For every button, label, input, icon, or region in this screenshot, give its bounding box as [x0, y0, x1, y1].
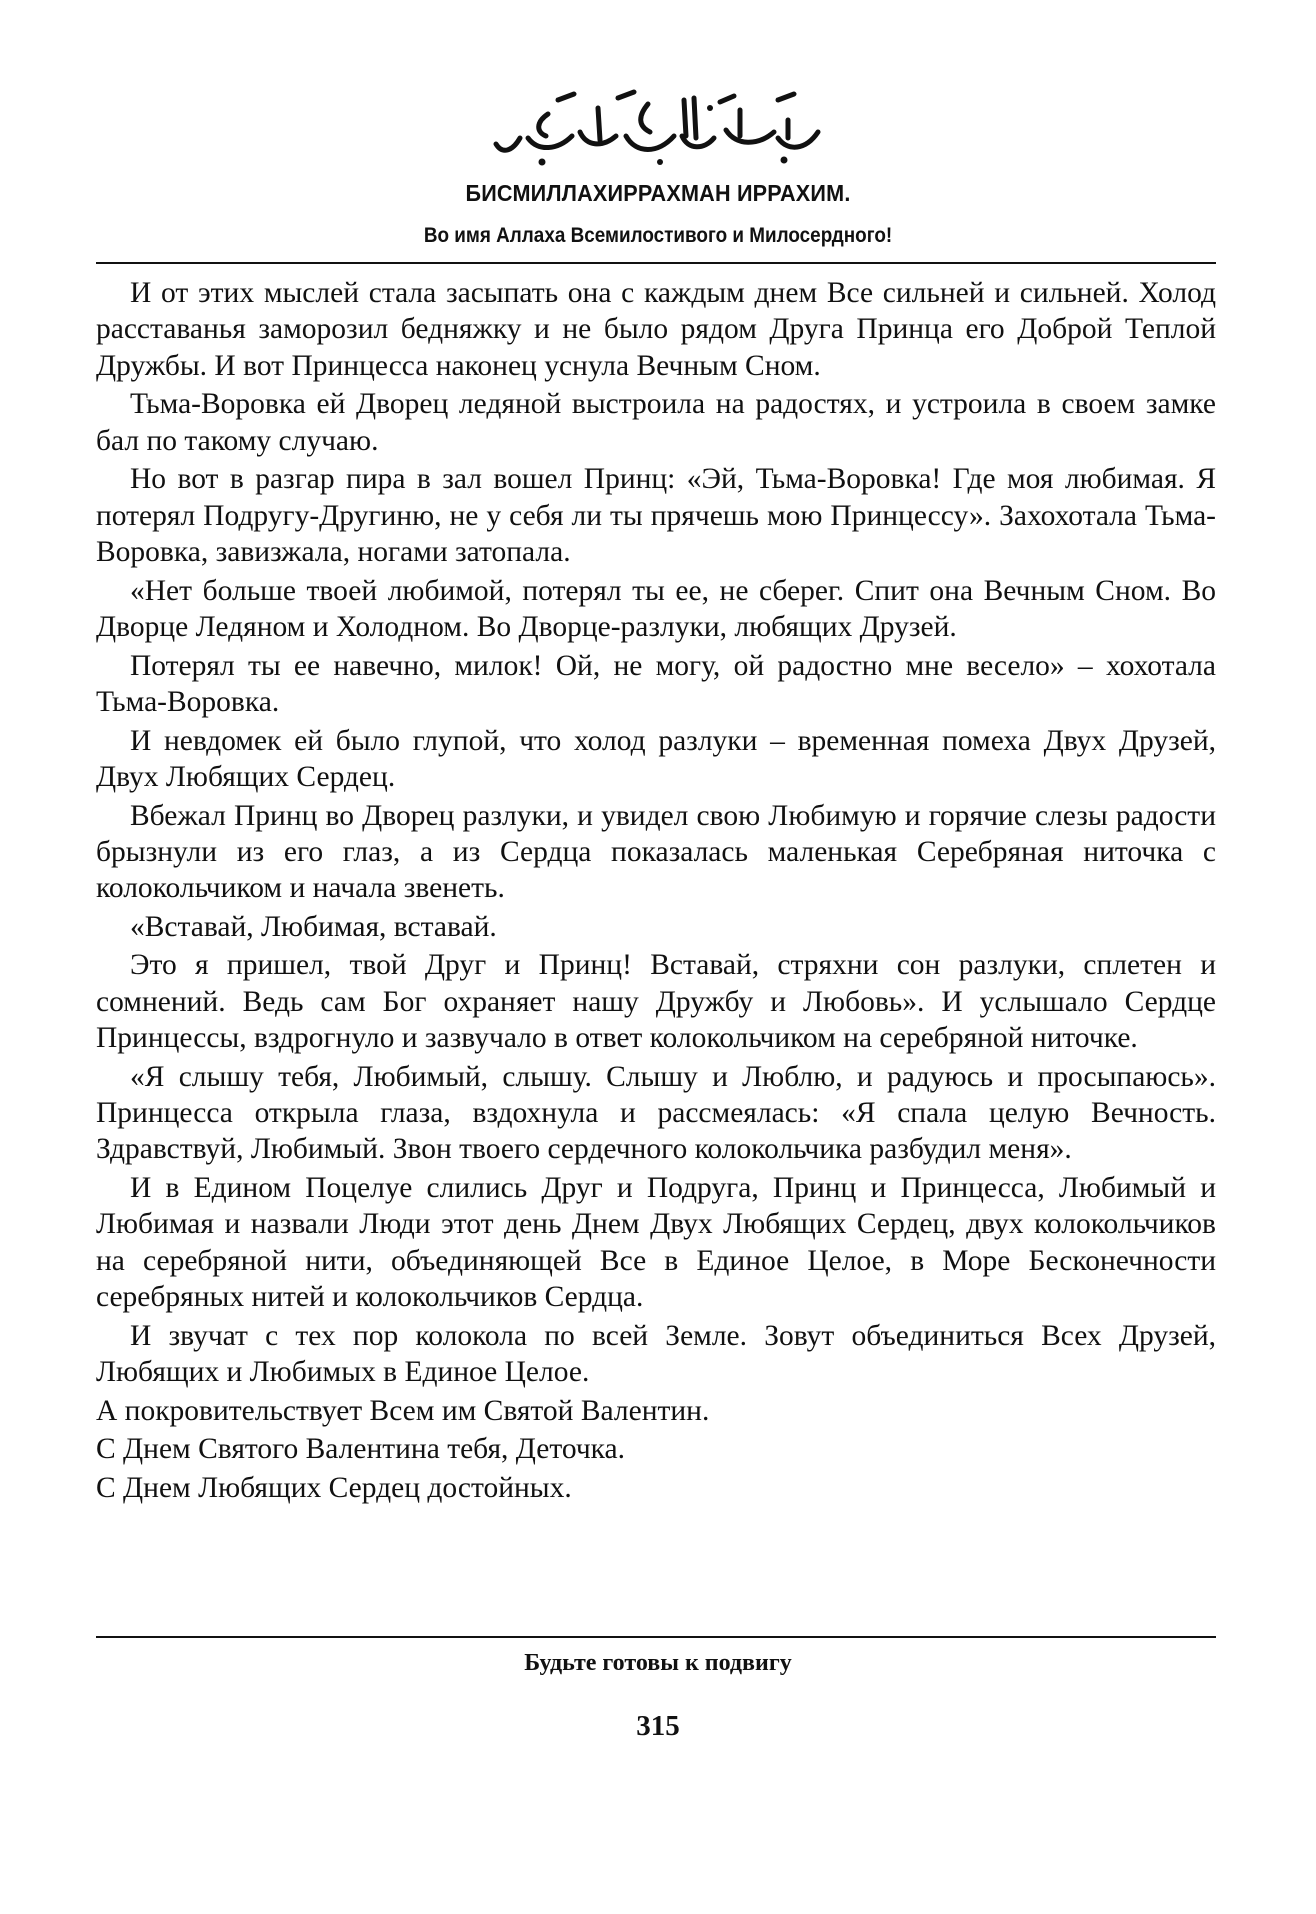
paragraph: Тьма-Воровка ей Дворец ледяной выстроила на радостях, и устроила в своем замке бал по такому случаю. [96, 388, 1216, 457]
paragraph: С Днем Святого Валентина тебя, Деточка. [96, 1433, 626, 1466]
paragraph: С Днем Любящих Сердец достойных. [96, 1471, 572, 1504]
paragraph: Это я пришел, твой Друг и Принц! Вставай, стряхни сон разлуки, сплетен и сомнений. Ведь сам Бог охраняет нашу Дружбу и Любовь». И услышало Сердце Принцессы, вздрогнуло и зазвучало в ответ колокольчиком на серебряной ниточке. [96, 949, 1216, 1055]
paragraph: И невдомек ей было глупой, что холод разлуки – временная помеха Двух Друзей, Двух Любящих Сердец. [96, 724, 1216, 793]
header-divider [96, 262, 1216, 264]
footer-divider [96, 1636, 1216, 1638]
paragraph: «Я слышу тебя, Любимый, слышу. Слышу и Люблю, и радуюсь и просыпаюсь». Принцесса открыла глаза, вздохнула и рассмеялась: «Я спала целую Вечность. Здравствуй, Любимый. Звон твоего сердечного колокольчика разбудил меня». [96, 1060, 1216, 1166]
header-title: БИСМИЛЛАХИРРАХМАН ИРРАХИМ. [465, 180, 851, 206]
paragraph: Вбежал Принц во Дворец разлуки, и увидел свою Любимую и горячие слезы радости брызнули из его глаз, а из Сердца показалась маленькая Серебряная ниточка с колокольчиком и начала звенеть. [96, 799, 1216, 905]
paragraph: «Нет больше твоей любимой, потерял ты ее, не сберег. Спит она Вечным Сном. Во Дворце Ледяном и Холодном. Во Дворце-разлуки, любящих Друзей. [96, 574, 1216, 643]
basmala-calligraphy [488, 80, 836, 172]
paragraph: И звучат с тех пор колокола по всей Земле. Зовут объединиться Всех Друзей, Любящих и Любимых в Единое Целое. [96, 1319, 1216, 1388]
body-text [96, 275, 1216, 1509]
paragraph: И в Едином Поцелуе слились Друг и Подруга, Принц и Принцесса, Любимый и Любимая и назвали Люди этот день Днем Двух Любящих Сердец, двух колокольчиков на серебряной нити, объединяющей Все в Единое Целое, в Море Бесконечности серебряных нитей и колокольчиков Сердца. [96, 1172, 1216, 1313]
paragraph: «Вставай, Любимая, вставай. [130, 910, 497, 943]
page-number: 315 [636, 1710, 680, 1742]
paragraph: И от этих мыслей стала засыпать она с каждым днем Все сильней и сильней. Холод расставанья заморозил бедняжку и не было рядом Друга Принца его Доброй Теплой Дружбы. И вот Принцесса наконец уснула Вечным Сном. [96, 277, 1216, 382]
paragraph: А покровительствует Всем им Святой Валентин. [96, 1394, 710, 1427]
paragraph: Но вот в разгар пира в зал вошел Принц: «Эй, Тьма-Воровка! Где моя любимая. Я потерял Подругу-Другиню, не у себя ли ты прячешь мою Принцессу». Захохотала Тьма-Воровка, завизжала, ногами затопала. [96, 463, 1216, 568]
paragraph: Потерял ты ее навечно, милок! Ой, не могу, ой радостно мне весело» – хохотала Тьма-Воровка. [96, 649, 1216, 718]
header-subtitle: Во имя Аллаха Всемилостивого и Милосердного! [423, 224, 893, 247]
running-footer-title: Будьте готовы к подвигу [524, 1650, 792, 1676]
